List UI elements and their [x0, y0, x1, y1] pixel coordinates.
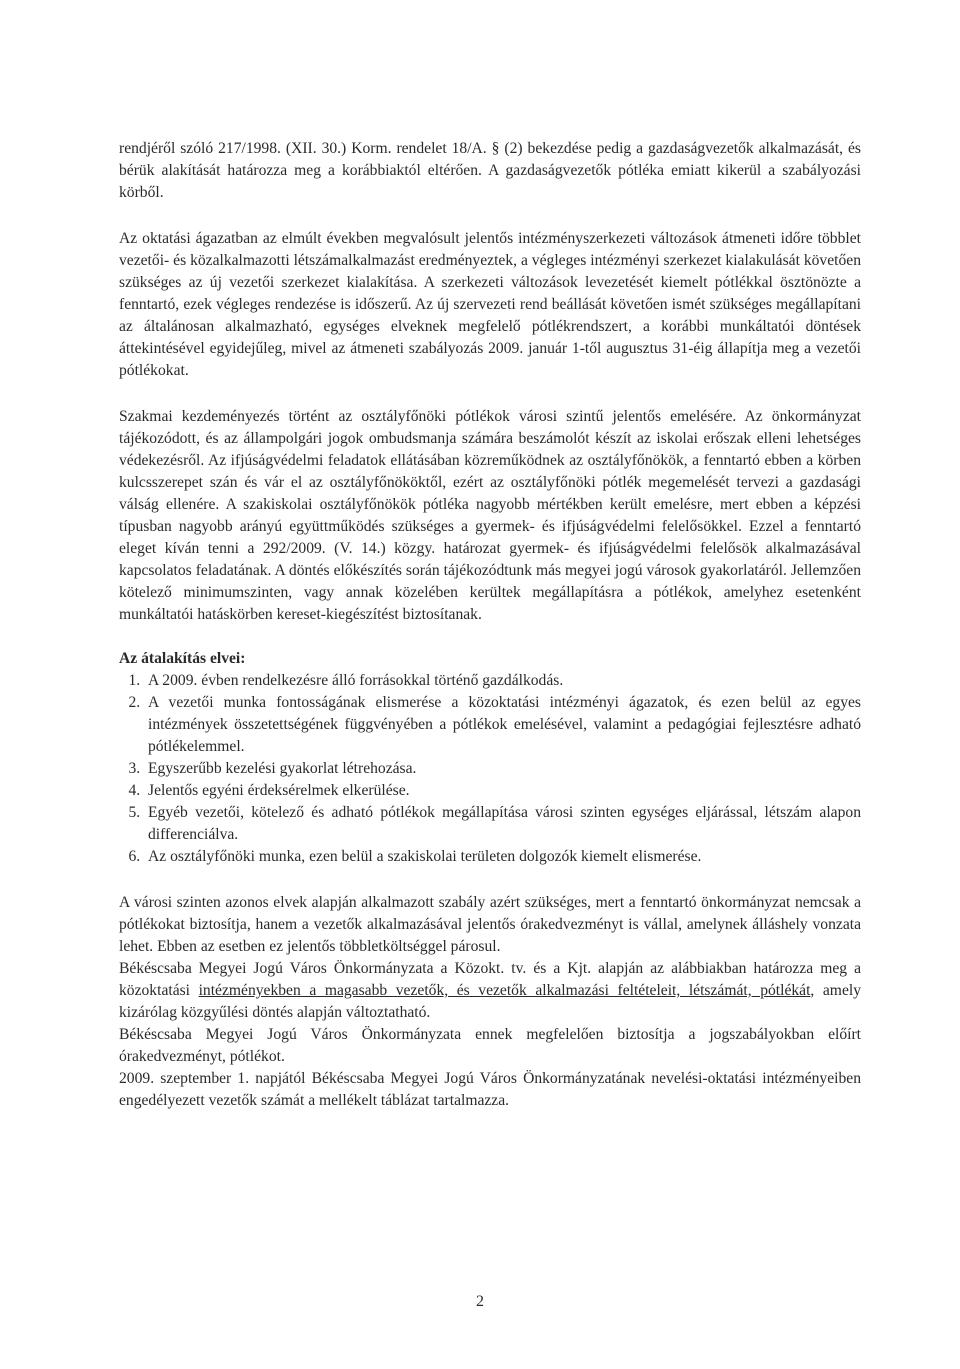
paragraph-council-decision [119, 958, 861, 1024]
paragraph-class-teacher-allowance: Szakmai kezdeményezés történt az osztályfőnöki pótlékok városi szintű jelentős emelésére. Az önkormányzat tájékozódott, és az állampolgári jogok ombudsmanja számára beszámolót készít az iskolai erőszak elleni lehetséges védekezésről. Az ifjúságvédelmi feladatok ellátásában közreműködnek az osztályfőnökök, a fenntartó ebben a körben kulcsszerepet szán és vár el az osztályfőnököktől, ezért az osztályfőnöki pótlék megemelését tervezi a gazdasági válság ellenére. A szakiskolai osztályfőnökök pótléka nagyobb mértékben került emelésre, mert ebben a képzési típusban nagyobb arányú együttműködés szükséges a gyermek- és ifjúságvédelmi felelősökkel. Ezzel a fenntartó eleget kíván tenni a 292/2009. (V. 14.) közgy. határozat gyermek- és ifjúságvédelmi felelősök alkalmazásával kapcsolatos feladatának. A döntés előkészítés során tájékozódtunk más megyei jogú városok gyakorlatáról. Jellemzően kötelező minimumszinten, vagy annak közelében kerültek megállapításra a pótlékok, amelyhez esetenként munkáltatói hatáskörben kereset-kiegészítést biztosítanak. [119, 408, 861, 623]
paragraph-text: Békéscsaba Megyei Jogú Város Önkormányzata a Közokt. tv. és a Kjt. alapján az alábbiakban határozza meg a közoktatási [119, 960, 861, 999]
principles-list [119, 670, 861, 868]
paragraph-intro: rendjéről szóló 217/1998. (XII. 30.) Korm. rendelet 18/A. § (2) bekezdése pedig a gazdaságvezetők alkalmazását, és bérük alakítását határozza meg a korábbiaktól eltérően. A gazdaságvezetők pótléka emiatt kikerül a szabályozási körből. [119, 140, 861, 201]
list-item: 5. Egyéb vezetői, kötelező és adható pótlékok megállapítása városi szinten egységes eljárással, létszám alapon differenciálva. [148, 802, 861, 846]
list-item: 2. A vezetői munka fontosságának elismerése a közoktatási intézményi ágazatok, és ezen belül az egyes intézmények összetettségének függvényében a pótlékok emelésével, valamint a pedagógiai fejlesztésre adható pótlékelemmel. [148, 692, 861, 758]
paragraph-text: , amely kizárólag közgyűlési döntés alapján változtatható. [119, 982, 861, 1021]
paragraph-uniform-rules: A városi szinten azonos elvek alapján alkalmazott szabály azért szükséges, mert a fenntartó önkormányzat nemcsak a pótlékokat biztosítja, hanem a vezetők alkalmazásával jelentős órakedvezményt is vállal, amelynek álláshely vonzata lehet. Ebben az esetben ez jelentős többletköltséggel párosul. [119, 894, 861, 955]
list-item: 3. Egyszerűbb kezelési gyakorlat létrehozása. [148, 758, 861, 780]
underlined-text: intézményekben a magasabb vezetők, és vezetők alkalmazási feltételeit, létszámát, pótlékát [198, 982, 811, 999]
list-item: 4. Jelentős egyéni érdeksérelmek elkerülése. [148, 780, 861, 802]
paragraph-hour-allowance: Békéscsaba Megyei Jogú Város Önkormányzata ennek megfelelően biztosítja a jogszabályokban előírt órakedvezményt, pótlékot. [119, 1026, 861, 1065]
list-item: 1. A 2009. évben rendelkezésre álló forrásokkal történő gazdálkodás. [148, 670, 861, 692]
page-number: 2 [476, 1293, 484, 1310]
document-body [119, 138, 861, 1112]
section-heading: Az átalakítás elvei: [119, 650, 246, 667]
paragraph-structural-changes: Az oktatási ágazatban az elmúlt években megvalósult jelentős intézményszerkezeti változások átmeneti időre többlet vezetői- és közalkalmazotti létszámalkalmazást eredményeztek, a végleges intézményi szerkezet kialakulását követően szükséges az új vezetői szerkezet kialakítása. A szerkezeti változások levezetését kiemelt pótlékkal ösztönözte a fenntartó, ezek végleges rendezése is időszerű. Az új szervezeti rend beállását követően ismét szükséges megállapítani az általánosan alkalmazható, egységes elveknek megfelelő pótlékrendszert, a korábbi munkáltatói döntések áttekintésével egyidejűleg, mivel az átmeneti szabályozás 2009. január 1-től augusztus 31-éig állapítja meg a vezetői pótlékokat. [119, 230, 861, 379]
paragraph-effective-date: 2009. szeptember 1. napjától Békéscsaba Megyei Jogú Város Önkormányzatának nevelési-oktatási intézményeiben engedélyezett vezetők számát a mellékelt táblázat tartalmazza. [119, 1070, 861, 1109]
list-item: 6. Az osztályfőnöki munka, ezen belül a szakiskolai területen dolgozók kiemelt elismerése. [148, 846, 861, 868]
